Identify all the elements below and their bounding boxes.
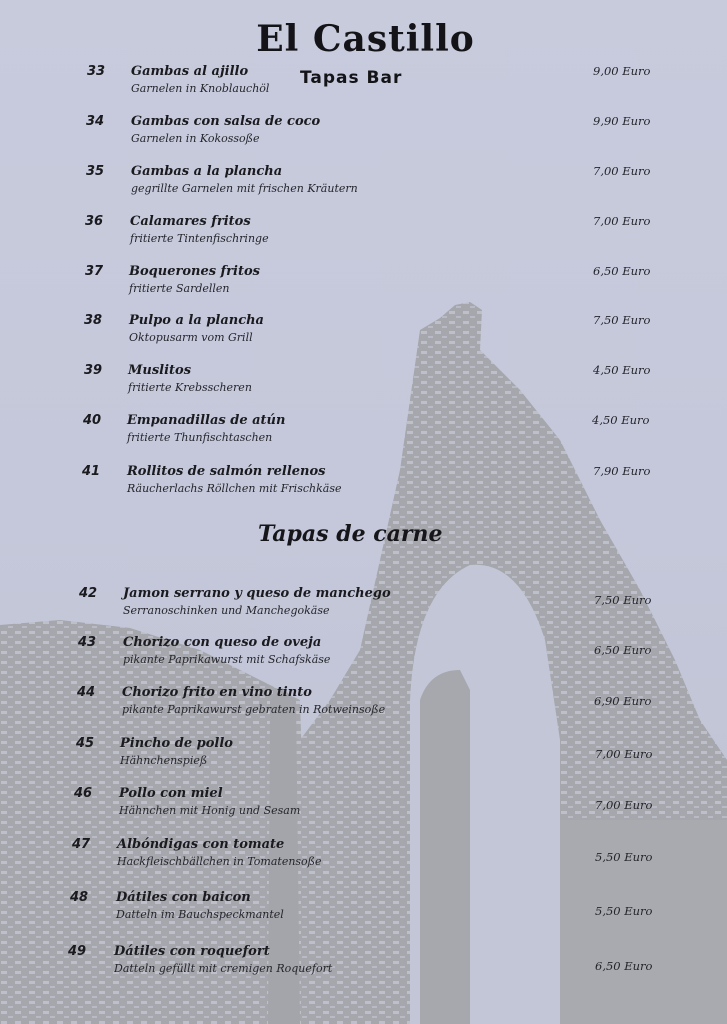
menu-item	[0, 64, 727, 104]
menu-item	[0, 464, 727, 504]
menu-item	[0, 837, 727, 877]
item-price: 6,50 Euro	[593, 264, 651, 278]
menu-item	[0, 736, 727, 776]
item-name: Empanadillas de atún	[127, 413, 286, 428]
item-description: fritierte Krebsscheren	[128, 381, 252, 394]
item-number: 49	[68, 944, 87, 959]
item-description: pikante Paprikawurst gebraten in Rotweinsoße	[122, 703, 386, 716]
item-price: 6,50 Euro	[595, 959, 653, 973]
item-name: Albóndigas con tomate	[117, 837, 285, 852]
item-price: 7,00 Euro	[593, 164, 651, 178]
item-price: 6,90 Euro	[594, 694, 652, 708]
item-name: Pulpo a la plancha	[129, 313, 264, 328]
item-description: Garnelen in Knoblauchöl	[131, 82, 270, 95]
item-description: gegrillte Garnelen mit frischen Kräutern	[131, 182, 358, 195]
item-number: 47	[72, 837, 91, 852]
item-name: Gambas a la plancha	[131, 164, 283, 179]
item-price: 7,50 Euro	[594, 593, 652, 607]
item-description: pikante Paprikawurst mit Schafskäse	[123, 653, 331, 666]
item-number: 46	[74, 786, 93, 801]
item-name: Muslitos	[128, 363, 192, 378]
item-description: Hähnchen mit Honig und Sesam	[119, 804, 301, 817]
menu-item	[0, 214, 727, 254]
item-price: 7,00 Euro	[595, 798, 653, 812]
item-price: 7,50 Euro	[593, 313, 651, 327]
item-number: 38	[84, 313, 103, 328]
item-name: Gambas con salsa de coco	[131, 114, 321, 129]
item-price: 4,50 Euro	[593, 363, 651, 377]
item-number: 45	[76, 736, 95, 751]
item-description: Datteln gefüllt mit cremigen Roquefort	[114, 962, 333, 975]
item-name: Rollitos de salmón rellenos	[127, 464, 326, 479]
menu-item	[0, 944, 727, 984]
item-name: Pincho de pollo	[120, 736, 233, 751]
item-description: fritierte Thunfischtaschen	[127, 431, 273, 444]
menu-item	[0, 685, 727, 725]
menu-item	[0, 313, 727, 353]
item-name: Calamares fritos	[130, 214, 251, 229]
section-title-tapas-de-carne: Tapas de carne	[258, 521, 443, 547]
item-number: 42	[79, 586, 98, 601]
item-description: Hähnchenspieß	[120, 754, 208, 767]
item-description: Datteln im Bauchspeckmantel	[116, 908, 284, 921]
item-name: Jamon serrano y queso de manchego	[123, 586, 391, 601]
item-number: 36	[85, 214, 104, 229]
item-price: 4,50 Euro	[592, 413, 650, 427]
item-description: Garnelen in Kokossoße	[131, 132, 260, 145]
item-number: 34	[86, 114, 105, 129]
item-price: 7,00 Euro	[595, 747, 653, 761]
item-number: 37	[85, 264, 104, 279]
item-price: 5,50 Euro	[595, 850, 653, 864]
item-name: Dátiles con baicon	[116, 890, 251, 905]
item-number: 48	[70, 890, 89, 905]
item-number: 33	[87, 64, 106, 79]
item-name: Boquerones fritos	[129, 264, 260, 279]
item-price: 9,00 Euro	[593, 64, 651, 78]
menu-item	[0, 413, 727, 453]
item-number: 43	[78, 635, 97, 650]
item-price: 7,00 Euro	[593, 214, 651, 228]
restaurant-subtitle: Tapas Bar	[300, 68, 403, 88]
menu-item	[0, 786, 727, 826]
item-name: Gambas al ajillo	[131, 64, 249, 79]
menu-item	[0, 890, 727, 930]
menu-item	[0, 363, 727, 403]
item-name: Chorizo frito en vino tinto	[122, 685, 312, 700]
menu-item	[0, 114, 727, 154]
menu-item	[0, 164, 727, 204]
item-description: Serranoschinken und Manchegokäse	[123, 604, 330, 617]
item-price: 5,50 Euro	[595, 904, 653, 918]
item-number: 35	[86, 164, 105, 179]
item-price: 7,90 Euro	[593, 464, 651, 478]
menu-item	[0, 635, 727, 675]
item-description: Oktopusarm vom Grill	[129, 331, 253, 344]
item-number: 44	[77, 685, 96, 700]
item-description: fritierte Sardellen	[129, 282, 230, 295]
item-number: 40	[83, 413, 102, 428]
item-price: 9,90 Euro	[593, 114, 651, 128]
item-number: 39	[84, 363, 103, 378]
item-number: 41	[82, 464, 101, 479]
item-name: Chorizo con queso de oveja	[123, 635, 322, 650]
item-name: Dátiles con roquefort	[114, 944, 270, 959]
item-description: Räucherlachs Röllchen mit Frischkäse	[127, 482, 342, 495]
item-price: 6,50 Euro	[594, 643, 652, 657]
restaurant-title: El Castillo	[256, 18, 475, 60]
menu-item	[0, 264, 727, 304]
item-description: fritierte Tintenfischringe	[130, 232, 269, 245]
item-name: Pollo con miel	[119, 786, 223, 801]
menu-item	[0, 586, 727, 626]
item-description: Hackfleischbällchen in Tomatensoße	[117, 855, 322, 868]
